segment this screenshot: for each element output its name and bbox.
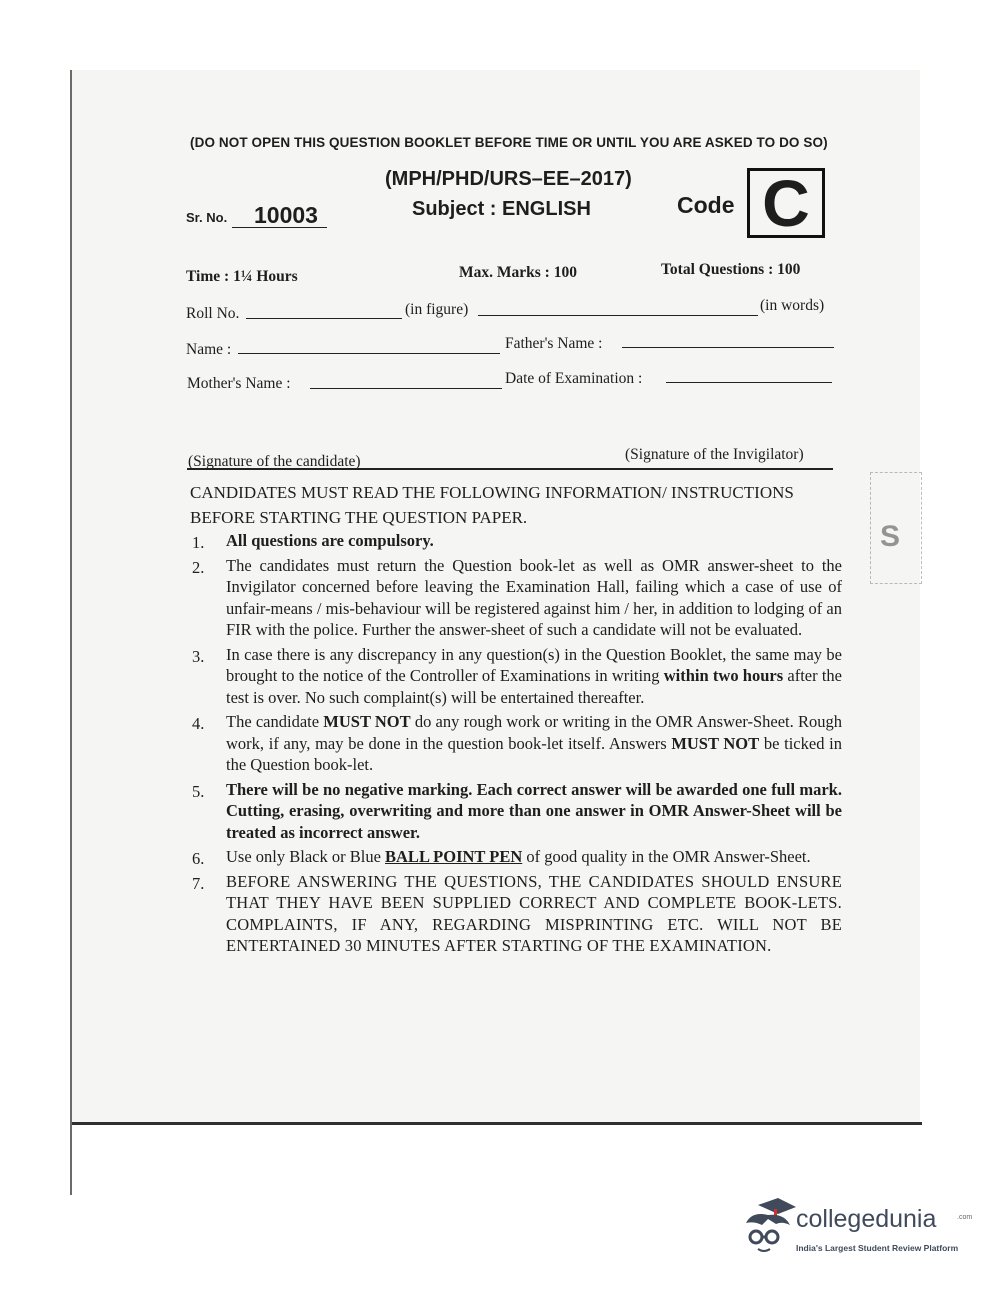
glasses-right-icon xyxy=(766,1231,778,1243)
max-marks: Max. Marks : 100 xyxy=(459,264,577,281)
signature-invigilator: (Signature of the Invigilator) xyxy=(625,446,804,463)
instruction-text: Use only Black or Blue xyxy=(226,847,386,866)
code-box xyxy=(747,168,825,238)
mothers-name-line xyxy=(310,388,502,389)
instruction-text: after the test is over. No such complaint(s) will be entertained thereafter. xyxy=(226,666,842,707)
mothers-name-label: Mother's Name : xyxy=(187,375,291,392)
roll-no-label: Roll No. xyxy=(186,305,240,322)
instruction-number: 7. xyxy=(192,873,205,893)
glasses-left-icon xyxy=(750,1231,762,1243)
instruction-number: 4. xyxy=(192,714,205,733)
page-bottom-edge xyxy=(72,1122,922,1125)
code-label: Code xyxy=(677,192,735,218)
student-head-icon xyxy=(746,1214,790,1225)
collegedunia-domain: .com xyxy=(957,1214,973,1221)
collegedunia-tagline: India's Largest Student Review Platform xyxy=(796,1243,959,1253)
instruction-item xyxy=(190,871,842,957)
instructions-heading: CANDIDATES MUST READ THE FOLLOWING INFORMATION/ INSTRUCTIONS BEFORE STARTING THE QUESTION PAPER. xyxy=(190,483,794,527)
total-questions: Total Questions : 100 xyxy=(661,261,801,278)
roll-no-words-line xyxy=(478,315,758,316)
roll-no-figure-line xyxy=(246,318,402,319)
serial-label: Sr. No. xyxy=(186,210,228,225)
code-letter: C xyxy=(762,166,810,240)
instruction-number: 6. xyxy=(192,849,205,868)
instruction-text: In case there is any discrepancy in any question(s) in the Question Booklet, the same may be brought to the notice of the Controller of Examinations in writing xyxy=(226,644,842,685)
instruction-text: of good quality in the OMR Answer-Sheet. xyxy=(522,847,811,866)
instruction-emphasis: within two hours xyxy=(663,666,784,685)
instruction-text: do any rough work or writing in the OMR Answer-Sheet. Rough work, if any, may be done in the question book-let itself. Answers xyxy=(226,712,842,753)
time-info: Time : 1¼ Hours xyxy=(186,268,298,285)
stamp-fragment: S xyxy=(880,520,901,553)
instruction-item xyxy=(190,644,842,709)
instruction-emphasis: BALL POINT PEN xyxy=(385,847,523,866)
in-figure-label: (in figure) xyxy=(405,301,469,318)
smile-icon xyxy=(758,1249,770,1251)
instruction-item xyxy=(190,555,842,641)
instruction-text: The candidates must return the Question book-let as well as OMR answer-sheet to the Invigilator concerned before leaving the Examination Hall, failing which a case of use of unfair-means / mis-behaviour will be registered against him / her, in addition to lodging of an FIR with the police. Further the answer-sheet of such a candidate will not be evaluated. xyxy=(226,555,842,639)
instruction-item xyxy=(190,846,842,868)
in-words-label: (in words) xyxy=(760,297,825,314)
instructions-list xyxy=(190,530,842,960)
signature-rule xyxy=(187,468,833,470)
instruction-item xyxy=(190,779,842,844)
exam-code: (MPH/PHD/URS–EE–2017) xyxy=(385,168,632,190)
instruction-emphasis: MUST NOT xyxy=(323,712,411,731)
subject-title: Subject : ENGLISH xyxy=(412,198,591,220)
booklet-warning: (DO NOT OPEN THIS QUESTION BOOKLET BEFORE TIME OR UNTIL YOU ARE ASKED TO DO SO) xyxy=(190,135,828,150)
instruction-emphasis: MUST NOT xyxy=(671,733,760,753)
instruction-number: 5. xyxy=(192,781,205,801)
instruction-text: There will be no negative marking. Each correct answer will be awarded one full mark. Cutting, erasing, overwriting and more than one answer in OMR Answer-Sheet will be treated as incorrect answer. xyxy=(226,779,842,842)
page-left-edge xyxy=(70,70,72,1195)
instruction-text: BEFORE ANSWERING THE QUESTIONS, THE CANDIDATES SHOULD ENSURE THAT THEY HAVE BEEN SUPPLIED CORRECT AND COMPLETE BOOK-LETS. COMPLAINTS, IF ANY, REGARDING MISPRINTING ETC. WILL NOT BE ENTERTAINED 30 MINUTES AFTER STARTING OF THE EXAMINATION. xyxy=(226,871,842,955)
collegedunia-brand: collegedunia xyxy=(796,1205,937,1233)
serial-number: 10003 xyxy=(254,202,318,228)
instruction-number: 1. xyxy=(192,533,205,552)
instruction-text: be ticked in the Question book-let. xyxy=(226,733,842,774)
signature-candidate: (Signature of the candidate) xyxy=(188,453,361,470)
instruction-number: 2. xyxy=(192,557,205,577)
instruction-text: The candidate xyxy=(226,712,324,731)
instruction-text: All questions are compulsory. xyxy=(226,531,434,550)
fathers-name-line xyxy=(622,347,834,348)
instruction-item xyxy=(190,530,842,552)
date-of-exam-label: Date of Examination : xyxy=(505,370,643,387)
date-of-exam-line xyxy=(666,382,832,383)
fathers-name-label: Father's Name : xyxy=(505,335,603,352)
instruction-number: 3. xyxy=(192,646,205,666)
instruction-item xyxy=(190,711,842,776)
name-line xyxy=(238,353,500,354)
name-label: Name : xyxy=(186,341,232,358)
